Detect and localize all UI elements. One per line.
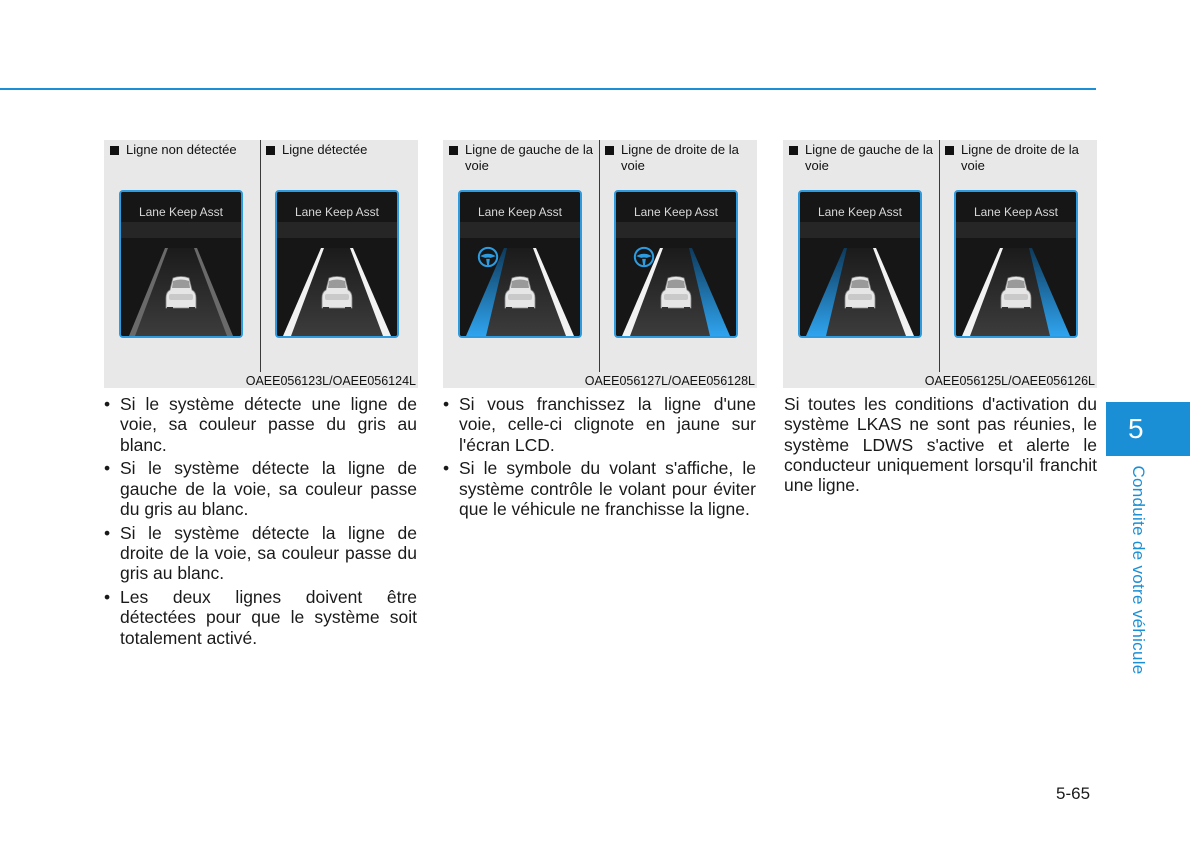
figure-code: OAEE056127L/OAEE056128L <box>584 374 755 388</box>
figure-caption-right: Ligne de droite de la voie <box>605 142 750 174</box>
column-3-text: Si toutes les conditions d'activation du système LKAS ne sont pas réunies, le système LDWS s'active et alerte le conducteur uniquement lorsqu'il franchit une ligne. <box>784 394 1097 496</box>
square-bullet-icon <box>789 146 798 155</box>
figure-ldws-warning <box>783 140 1097 388</box>
list-item: • Si le symbole du volant s'affiche, le système contrôle le volant pour éviter que le véhicule ne franchisse la ligne. <box>443 458 756 519</box>
figure-divider <box>939 140 940 372</box>
list-item: • Les deux lignes doivent être détectées pour que le système soit totalement activé. <box>104 587 417 648</box>
top-rule <box>0 88 1096 90</box>
figure-divider <box>599 140 600 372</box>
figure-caption-right: Ligne détectée <box>266 142 411 158</box>
square-bullet-icon <box>945 146 954 155</box>
chapter-title: Conduite de votre véhicule <box>1129 465 1148 675</box>
square-bullet-icon <box>110 146 119 155</box>
lcd-screen-left-line: Lane Keep Asst <box>458 190 582 338</box>
lcd-screen-left-line: Lane Keep Asst <box>798 190 922 338</box>
figure-caption-left: Ligne de gauche de la voie <box>449 142 594 174</box>
chapter-number-tab: 5 <box>1106 402 1190 456</box>
page-number: 5-65 <box>1056 784 1091 803</box>
figure-code: OAEE056125L/OAEE056126L <box>924 374 1095 388</box>
figure-lane-crossing-steering <box>443 140 757 388</box>
figure-caption-left: Ligne non détectée <box>110 142 255 158</box>
figure-caption-right: Ligne de droite de la voie <box>945 142 1090 174</box>
list-item: • Si le système détecte la ligne de droite de la voie, sa couleur passe du gris au blanc. <box>104 523 417 584</box>
lcd-screen-right-line: Lane Keep Asst <box>614 190 738 338</box>
bullet-list <box>104 394 417 648</box>
lcd-screen-line-detected: Lane Keep Asst <box>275 190 399 338</box>
figure-line-detection <box>104 140 418 388</box>
list-item: • Si le système détecte une ligne de voie, sa couleur passe du gris au blanc. <box>104 394 417 455</box>
figure-code: OAEE056123L/OAEE056124L <box>245 374 416 388</box>
lcd-screen-right-line: Lane Keep Asst <box>954 190 1078 338</box>
figure-caption-left: Ligne de gauche de la voie <box>789 142 934 174</box>
bullet-list <box>443 394 756 519</box>
list-item: • Si vous franchissez la ligne d'une voie, celle-ci clignote en jaune sur l'écran LCD. <box>443 394 756 455</box>
square-bullet-icon <box>449 146 458 155</box>
column-2-text <box>443 394 756 523</box>
square-bullet-icon <box>605 146 614 155</box>
figure-divider <box>260 140 261 372</box>
list-item: • Si le système détecte la ligne de gauche de la voie, sa couleur passe du gris au blanc. <box>104 458 417 519</box>
column-1-text <box>104 394 417 652</box>
square-bullet-icon <box>266 146 275 155</box>
lcd-screen-line-not-detected: Lane Keep Asst <box>119 190 243 338</box>
